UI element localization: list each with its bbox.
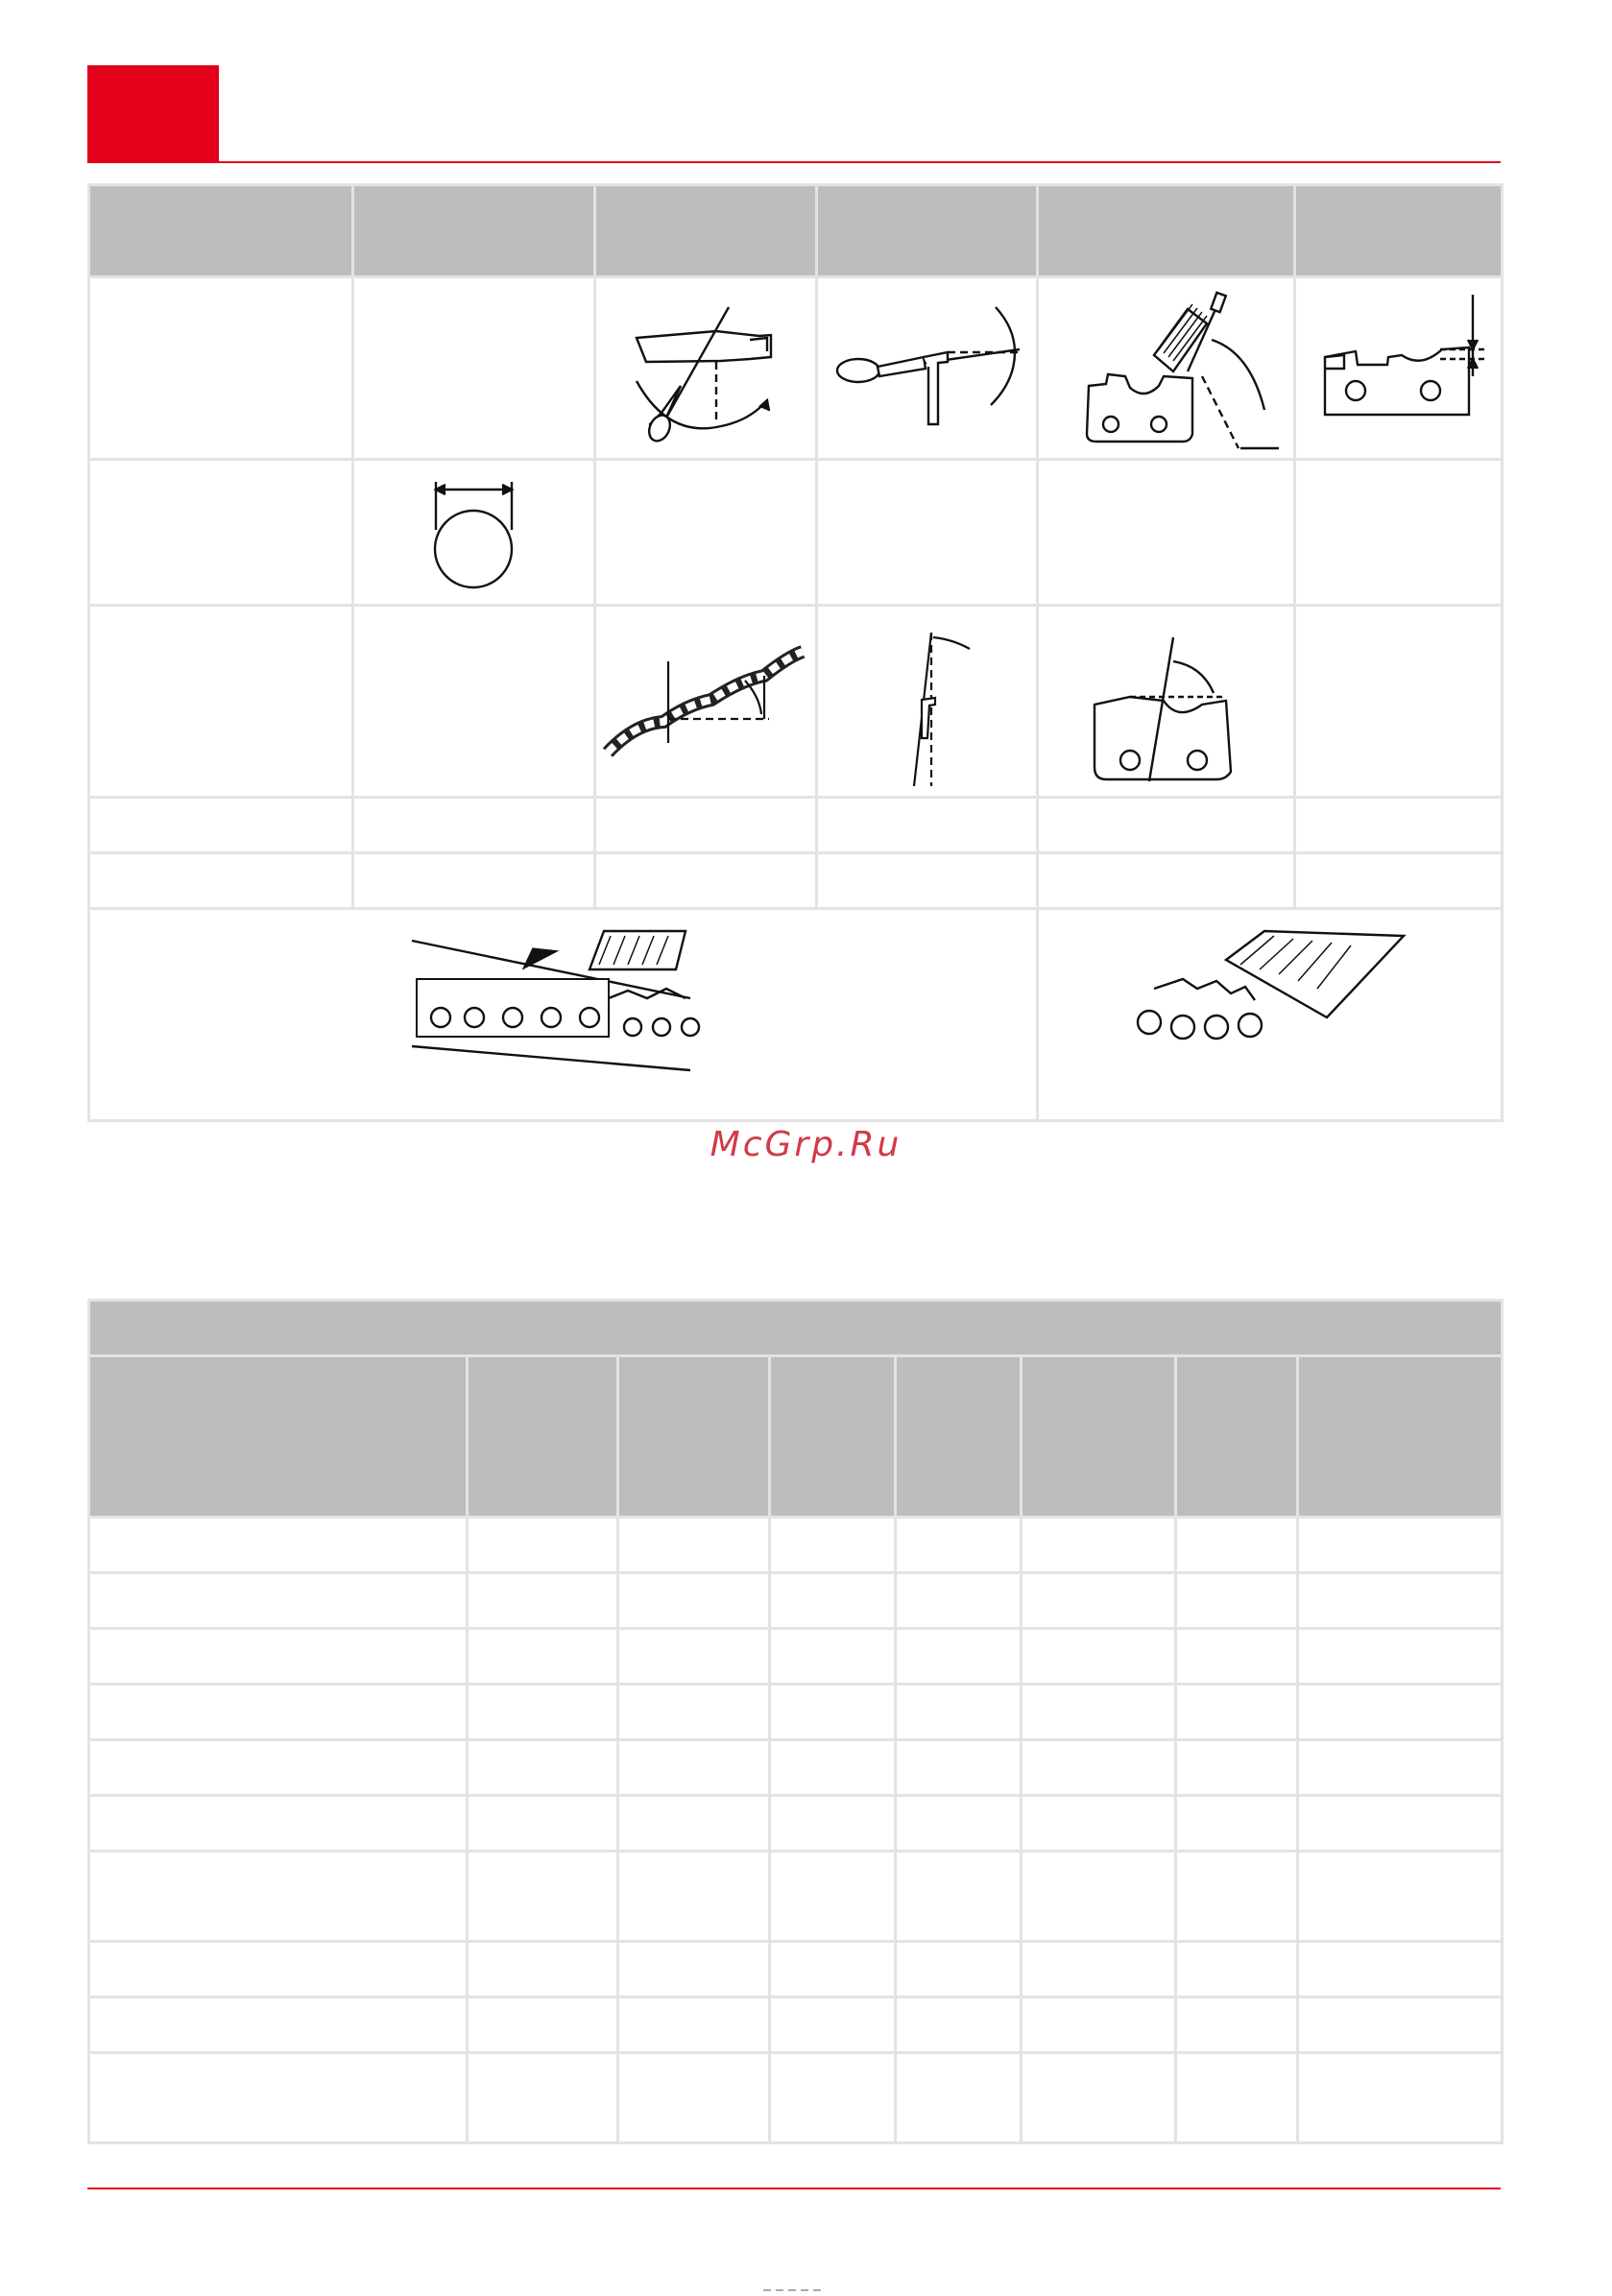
data-cell xyxy=(353,798,595,853)
table-row xyxy=(89,1942,1503,1997)
table-row xyxy=(89,1796,1503,1852)
row-label-cell xyxy=(89,606,353,798)
data-cell xyxy=(1038,798,1295,853)
header-cell xyxy=(896,1356,1022,1518)
depth-gauge-icon xyxy=(1296,280,1498,457)
row-label-cell xyxy=(89,277,353,460)
figure-cell xyxy=(1038,277,1295,460)
header-cell xyxy=(89,185,353,277)
watermark: McGrp.Ru xyxy=(710,1125,902,1164)
header-cell xyxy=(817,185,1038,277)
table-row xyxy=(89,2053,1503,2143)
data-cell xyxy=(353,277,595,460)
data-cell xyxy=(817,853,1038,909)
table-row xyxy=(89,1518,1503,1573)
figure-cell xyxy=(89,909,1038,1121)
table-title-cell xyxy=(89,1301,1503,1356)
file-diameter-icon xyxy=(354,463,590,603)
row-label-cell xyxy=(89,460,353,606)
depth-gauge-flat-file-icon xyxy=(1039,912,1498,1118)
file-handle-angle-icon xyxy=(818,280,1033,457)
header-cell xyxy=(595,185,817,277)
figure-cell xyxy=(1295,277,1503,460)
data-cell xyxy=(817,798,1038,853)
table-row xyxy=(89,1629,1503,1685)
data-cell xyxy=(1295,798,1503,853)
header-cell xyxy=(1295,185,1503,277)
table-row xyxy=(89,1740,1503,1796)
section-marker xyxy=(87,65,219,163)
figure-cell xyxy=(595,606,817,798)
row-label-cell xyxy=(89,798,353,853)
table-row xyxy=(89,1573,1503,1629)
sharpening-table xyxy=(87,183,1504,1122)
header-cell xyxy=(618,1356,770,1518)
header-cell xyxy=(1176,1356,1298,1518)
cutter-top-plate-angle-icon xyxy=(1039,609,1290,795)
table-row xyxy=(89,1685,1503,1740)
figure-cell xyxy=(353,460,595,606)
file-angle-icon xyxy=(596,280,812,457)
figure-cell xyxy=(1038,909,1503,1121)
footer-rule xyxy=(87,2188,1501,2189)
row-label-cell xyxy=(89,853,353,909)
table-row xyxy=(89,1852,1503,1942)
data-cell xyxy=(1295,853,1503,909)
header-cell xyxy=(770,1356,896,1518)
data-cell xyxy=(595,798,817,853)
file-guide-angle-icon xyxy=(1039,280,1290,457)
header-cell xyxy=(89,1356,468,1518)
vertical-angle-icon xyxy=(818,609,1033,795)
specification-table xyxy=(87,1299,1504,2144)
header-cell xyxy=(1298,1356,1503,1518)
figure-cell xyxy=(595,277,817,460)
data-cell xyxy=(1038,460,1295,606)
header-cell xyxy=(1022,1356,1176,1518)
depth-gauge-file-guide-icon xyxy=(90,912,1033,1118)
data-cell xyxy=(1295,460,1503,606)
data-cell xyxy=(595,853,817,909)
figure-cell xyxy=(1038,606,1295,798)
data-cell xyxy=(595,460,817,606)
data-cell xyxy=(817,460,1038,606)
header-rule xyxy=(87,161,1501,163)
header-cell xyxy=(353,185,595,277)
figure-cell xyxy=(817,277,1038,460)
figure-cell xyxy=(817,606,1038,798)
data-cell xyxy=(1038,853,1295,909)
data-cell xyxy=(353,853,595,909)
data-cell xyxy=(1295,606,1503,798)
header-cell xyxy=(1038,185,1295,277)
table-row xyxy=(89,1997,1503,2053)
footer-mark xyxy=(763,2279,859,2283)
header-cell xyxy=(468,1356,618,1518)
chain-side-angle-icon xyxy=(596,609,812,795)
data-cell xyxy=(353,606,595,798)
